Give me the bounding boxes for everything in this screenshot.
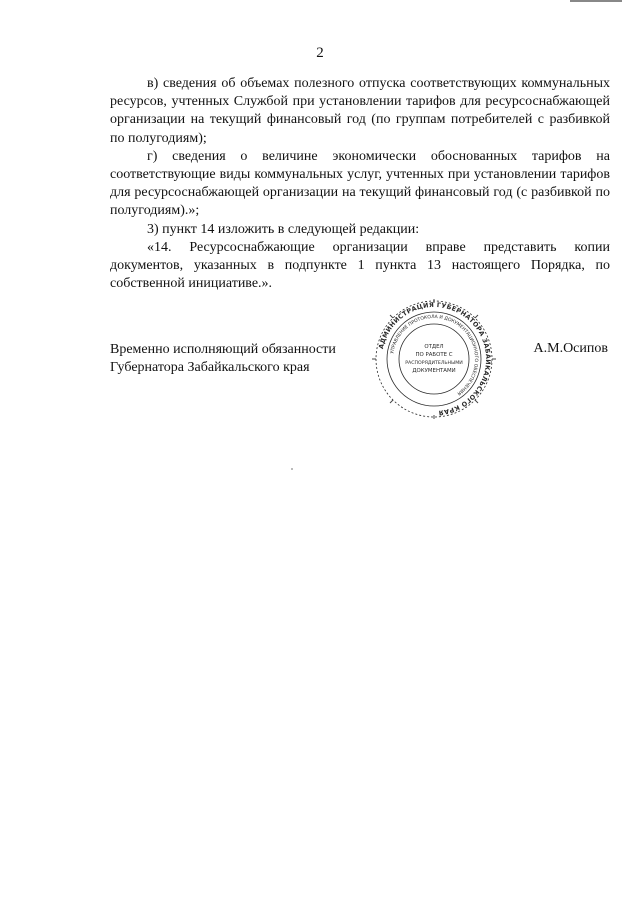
paragraph-g: г) сведения о величине экономически обоснованных тарифов на соответствующие виды коммунальных услуг, учтенных при установлении тарифов для ресурсоснабжающей организации на текущий финансовый год (с разбивкой по полугодиям).»; <box>110 148 610 219</box>
signatory-title-line-2: Губернатора Забайкальского края <box>110 360 310 375</box>
document-body <box>110 75 610 293</box>
seal-inner-text: УПРАВЛЕНИЕ ПРОТОКОЛА И ДОКУМЕНТАЦИОННОГО ОБЕСПЕЧЕНИЯ <box>390 314 479 396</box>
seal-center-line-2: ПО РАБОТЕ С <box>415 352 453 358</box>
seal-center-line-1: ОТДЕЛ <box>424 344 444 350</box>
seal-center-line-3: РАСПОРЯДИТЕЛЬНЫМИ <box>405 361 463 366</box>
signatory-title-line-1: Временно исполняющий обязанности <box>110 342 336 357</box>
signatory-name: А.М.Осипов <box>533 341 608 356</box>
paragraph-amendment-3: 3) пункт 14 изложить в следующей редакции: <box>147 221 420 237</box>
scan-speck <box>291 468 293 470</box>
scan-mark <box>570 0 622 2</box>
seal-center-line-4: ДОКУМЕНТАМИ <box>412 368 456 374</box>
page-number: 2 <box>316 45 324 61</box>
signatory-title <box>110 341 336 377</box>
paragraph-v: в) сведения об объемах полезного отпуска соответствующих коммунальных ресурсов, учтенных Службой при установлении тарифов для ресурсоснабжающей организации на текущий финансовый год (по группам потребителей с разбивкой по полугодиям); <box>110 76 610 146</box>
paragraph-14: «14. Ресурсоснабжающие организации вправе представить копии документов, указанных в подпункте 1 пункта 13 настоящего Порядка, по собственной инициативе.». <box>110 239 610 292</box>
seal-middle-border <box>387 312 481 406</box>
seal-outer-text: АДМИНИСТРАЦИЯ ГУБЕРНАТОРА ЗАБАЙКАЛЬСКОГО КРАЯ <box>377 300 493 417</box>
official-seal <box>368 299 500 419</box>
seal-inner-border <box>399 324 469 394</box>
